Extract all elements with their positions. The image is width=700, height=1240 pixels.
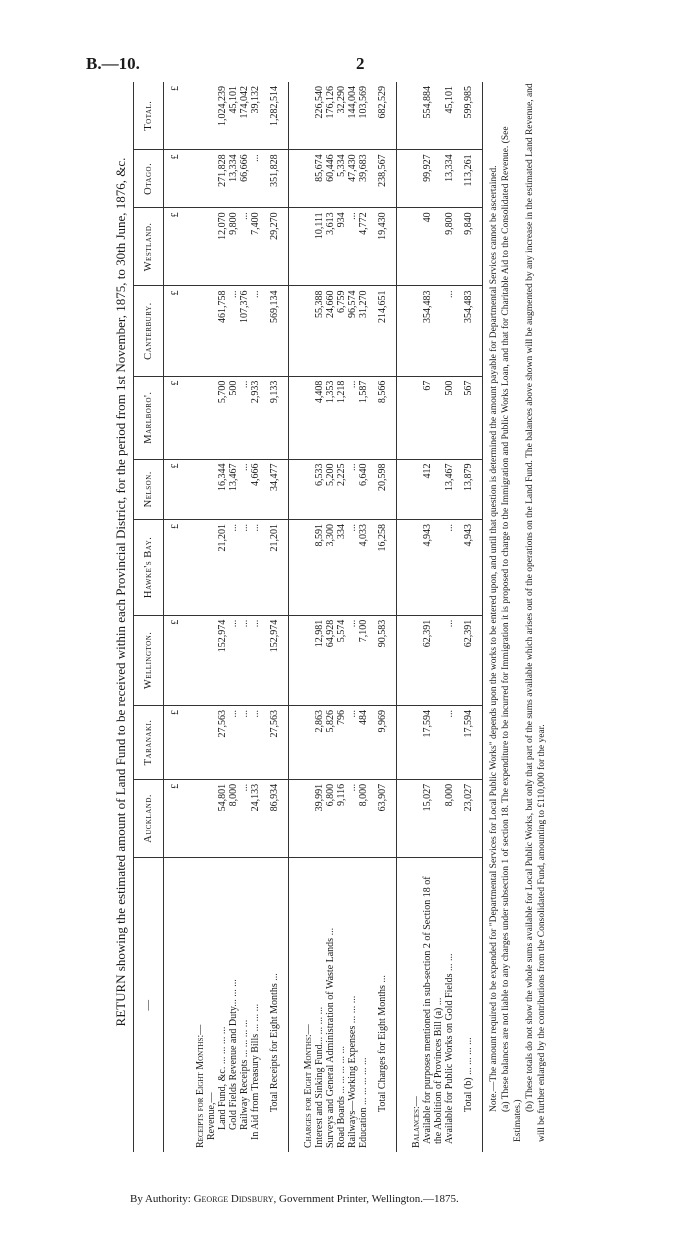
cell-value: 107,376 <box>239 286 250 376</box>
row-label: Total (b) ... ... ... ... <box>463 1037 474 1112</box>
cell-value: 8,000 <box>358 779 369 857</box>
cell-value: 40 <box>422 208 444 286</box>
cell-value: 85,674 <box>314 150 325 208</box>
cell-value: 17,594 <box>455 706 483 780</box>
label-column-header: — <box>134 858 164 1153</box>
cell-value <box>397 459 423 519</box>
cell-value <box>397 376 423 459</box>
cell-value <box>187 286 206 376</box>
cell-value: 8,000 <box>228 779 239 857</box>
cell-value: 10,111 <box>314 208 325 286</box>
cell-value <box>289 706 315 780</box>
cell-value: 7,100 <box>358 615 369 705</box>
cell-value: 17,594 <box>422 706 444 780</box>
note-main: Note.—The amount required to be expended for "Departmental Services for Local Public Works" depends upon the works to be entered upon, and until that question is determined the amount payable for Departmental Services cannot be ascertained. <box>489 165 499 1112</box>
cell-value <box>206 208 217 286</box>
cell-value: 271,828 <box>217 150 228 208</box>
cell-value: ... <box>444 519 455 615</box>
cell-value: 9,133 <box>261 376 289 459</box>
row-label: Railway Receipts ... ... ... ... <box>239 1019 250 1130</box>
cell-value: ... <box>228 706 239 780</box>
cell-value: £ <box>164 519 188 615</box>
note-a: (a) These balances are not liable to any charges under subsection 1 of section 18. The expenditure to be incurred for Immigration it is proposed to charge to the Immigration and Public Works Loan, and that for Charitable Aid to the Consolidated Revenue. (See Estimates.) <box>501 126 523 1142</box>
cell-value: 113,261 <box>455 150 483 208</box>
cell-value: £ <box>164 208 188 286</box>
cell-value: 500 <box>444 376 455 459</box>
currency-row <box>164 82 188 1152</box>
note-b: (b) These totals do not show the whole sums available for Local Public Works, but only that part of the sums available which arises out of the operations on the Land Fund. The balances above shown will be augmented by any increase in the estimated Land Revenue, and will be further enlarged by the contributions from the Consolidated Fund, amounting to £110,000 for the year. <box>525 83 547 1142</box>
cell-value: 7,400 <box>250 208 261 286</box>
cell-value: ... <box>228 519 239 615</box>
row-label: Land Fund, &c. ... ... ... ... <box>217 1026 228 1130</box>
cell-value <box>206 779 217 857</box>
cell-value: 21,201 <box>217 519 228 615</box>
cell-value: ... <box>250 519 261 615</box>
cell-value: 24,133 <box>250 779 261 857</box>
cell-value: 351,828 <box>261 150 289 208</box>
cell-value: 354,483 <box>455 286 483 376</box>
table-row <box>239 82 250 1152</box>
cell-value: 2,933 <box>250 376 261 459</box>
cell-value <box>289 208 315 286</box>
cell-value: 9,840 <box>455 208 483 286</box>
cell-value: £ <box>164 615 188 705</box>
cell-value: 63,907 <box>369 779 397 857</box>
cell-value: 45,101 <box>228 82 239 150</box>
cell-value: 1,353 <box>325 376 336 459</box>
cell-value: 1,024,239 <box>217 82 228 150</box>
table-row <box>314 82 325 1152</box>
column-header: Total. <box>134 82 164 150</box>
cell-value: ... <box>250 706 261 780</box>
cell-value: ... <box>250 615 261 705</box>
column-header: Canterbury. <box>134 286 164 376</box>
cell-value: 62,391 <box>455 615 483 705</box>
cell-value: ... <box>239 459 250 519</box>
cell-value: 6,640 <box>358 459 369 519</box>
row-label: Total Receipts for Eight Months ... <box>269 973 280 1112</box>
cell-value: 39,683 <box>358 150 369 208</box>
table-row <box>347 82 358 1152</box>
cell-value: 4,943 <box>422 519 444 615</box>
cell-value: 32,290 <box>336 82 347 150</box>
row-label: Receipts for Eight Months:— <box>195 1024 206 1148</box>
cell-value: ... <box>239 706 250 780</box>
row-label: Balances:— <box>397 858 423 1153</box>
cell-value: 6,533 <box>314 459 325 519</box>
cell-value: 3,613 <box>325 208 336 286</box>
cell-value: 13,334 <box>444 150 455 208</box>
page-reference: B.—10. <box>86 54 140 73</box>
cell-value: 5,826 <box>325 706 336 780</box>
cell-value: 334 <box>336 519 347 615</box>
footer-prefix: By Authority: <box>130 1193 191 1205</box>
cell-value: 45,101 <box>444 82 455 150</box>
cell-value: ... <box>347 376 358 459</box>
cell-value <box>187 779 206 857</box>
cell-value <box>397 615 423 705</box>
column-header: Nelson. <box>134 459 164 519</box>
cell-value <box>206 150 217 208</box>
cell-value: 24,660 <box>325 286 336 376</box>
cell-value: ... <box>444 286 455 376</box>
cell-value: 3,300 <box>325 519 336 615</box>
row-label: Interest and Sinking Fund... ... ... ... <box>314 1006 325 1148</box>
cell-value: 90,583 <box>369 615 397 705</box>
cell-value: 5,334 <box>336 150 347 208</box>
row-label: Revenue,— <box>206 1092 217 1140</box>
cell-value: 20,598 <box>369 459 397 519</box>
cell-value: 176,126 <box>325 82 336 150</box>
cell-value <box>187 376 206 459</box>
cell-value: 13,467 <box>228 459 239 519</box>
row-label <box>164 858 188 1153</box>
cell-value <box>187 706 206 780</box>
cell-value <box>289 615 315 705</box>
cell-value: 64,928 <box>325 615 336 705</box>
cell-value: 27,563 <box>261 706 289 780</box>
cell-value <box>206 706 217 780</box>
cell-value <box>397 779 423 857</box>
cell-value: £ <box>164 779 188 857</box>
cell-value <box>289 376 315 459</box>
cell-value: 27,563 <box>217 706 228 780</box>
cell-value: £ <box>164 459 188 519</box>
cell-value <box>187 82 206 150</box>
cell-value: 9,800 <box>228 208 239 286</box>
cell-value: 5,700 <box>217 376 228 459</box>
section-heading <box>289 82 315 1152</box>
cell-value: 354,483 <box>422 286 444 376</box>
cell-value: ... <box>239 208 250 286</box>
cell-value: 5,200 <box>325 459 336 519</box>
cell-value: 13,467 <box>444 459 455 519</box>
cell-value: 6,759 <box>336 286 347 376</box>
cell-value <box>187 459 206 519</box>
total-row <box>261 82 289 1152</box>
cell-value: 1,282,514 <box>261 82 289 150</box>
cell-value <box>289 779 315 857</box>
cell-value: 567 <box>455 376 483 459</box>
cell-value: 9,116 <box>336 779 347 857</box>
cell-value: ... <box>347 459 358 519</box>
table-row <box>444 82 455 1152</box>
cell-value: ... <box>347 208 358 286</box>
notes <box>488 82 548 1152</box>
cell-value: 226,540 <box>314 82 325 150</box>
cell-value: 103,569 <box>358 82 369 150</box>
subheading-row <box>206 82 217 1152</box>
cell-value: 99,927 <box>422 150 444 208</box>
cell-value: 12,070 <box>217 208 228 286</box>
cell-value: ... <box>228 286 239 376</box>
rotated-document <box>113 82 583 1152</box>
row-label: Charges for Eight Months:— <box>289 858 315 1153</box>
cell-value: ... <box>444 706 455 780</box>
row-label: Road Boards ... ... ... ... ... <box>336 1046 347 1148</box>
row-label: Surveys and General Administration of Waste Lands ... <box>325 927 336 1148</box>
cell-value: 34,477 <box>261 459 289 519</box>
cell-value <box>187 519 206 615</box>
cell-value: ... <box>239 376 250 459</box>
cell-value: ... <box>228 615 239 705</box>
cell-value: 500 <box>228 376 239 459</box>
cell-value: 1,218 <box>336 376 347 459</box>
column-header: Hawke's Bay. <box>134 519 164 615</box>
cell-value: 6,800 <box>325 779 336 857</box>
cell-value <box>397 706 423 780</box>
cell-value: 4,943 <box>455 519 483 615</box>
cell-value <box>397 286 423 376</box>
cell-value: 214,651 <box>369 286 397 376</box>
cell-value: 8,591 <box>314 519 325 615</box>
cell-value: ... <box>347 779 358 857</box>
cell-value <box>289 459 315 519</box>
column-header: Auckland. <box>134 779 164 857</box>
cell-value: £ <box>164 150 188 208</box>
cell-value <box>397 82 423 150</box>
cell-value: 2,225 <box>336 459 347 519</box>
cell-value: 12,981 <box>314 615 325 705</box>
cell-value: 13,334 <box>228 150 239 208</box>
cell-value: 152,974 <box>217 615 228 705</box>
cell-value <box>206 615 217 705</box>
cell-value <box>289 519 315 615</box>
cell-value: 13,879 <box>455 459 483 519</box>
cell-value: 66,666 <box>239 150 250 208</box>
cell-value: ... <box>444 615 455 705</box>
column-header: Wellington. <box>134 615 164 705</box>
column-header: Marlboro'. <box>134 376 164 459</box>
cell-value: 54,801 <box>217 779 228 857</box>
cell-value: 8,566 <box>369 376 397 459</box>
cell-value: 152,974 <box>261 615 289 705</box>
cell-value: 682,529 <box>369 82 397 150</box>
cell-value: 2,863 <box>314 706 325 780</box>
row-label: Available for purposes mentioned in sub-section 2 of Section 18 of the Abolition of Provinces Bill (a) ... <box>422 876 444 1144</box>
cell-value <box>187 615 206 705</box>
cell-value <box>397 150 423 208</box>
cell-value: 8,000 <box>444 779 455 857</box>
cell-value <box>397 519 423 615</box>
cell-value: 16,258 <box>369 519 397 615</box>
cell-value: 4,033 <box>358 519 369 615</box>
cell-value <box>206 459 217 519</box>
cell-value <box>206 519 217 615</box>
cell-value: 62,391 <box>422 615 444 705</box>
page-number: 2 <box>356 54 365 73</box>
cell-value: 1,587 <box>358 376 369 459</box>
row-label: In Aid from Treasury Bills ... ... ... <box>250 1003 261 1140</box>
cell-value: 484 <box>358 706 369 780</box>
row-label: Gold Fields Revenue and Duty... ... ... <box>228 979 239 1130</box>
cell-value: £ <box>164 376 188 459</box>
row-label: Education ... ... ... ... ... <box>358 1057 369 1148</box>
cell-value: ... <box>239 519 250 615</box>
cell-value <box>187 208 206 286</box>
table-row <box>358 82 369 1152</box>
cell-value: 21,201 <box>261 519 289 615</box>
cell-value <box>206 376 217 459</box>
row-label: Total Charges for Eight Months ... <box>377 975 388 1112</box>
cell-value: 39,132 <box>250 82 261 150</box>
cell-value <box>289 82 315 150</box>
footer-suffix: , Government Printer, Wellington.—1875. <box>273 1193 459 1205</box>
cell-value <box>206 82 217 150</box>
printer-footer <box>130 1193 459 1205</box>
table-row <box>336 82 347 1152</box>
row-label: Railways—Working Expenses ... ... ... <box>347 995 358 1148</box>
cell-value: 599,985 <box>455 82 483 150</box>
cell-value: 569,134 <box>261 286 289 376</box>
cell-value: 796 <box>336 706 347 780</box>
cell-value <box>206 286 217 376</box>
cell-value: 60,446 <box>325 150 336 208</box>
cell-value: 31,270 <box>358 286 369 376</box>
cell-value: 9,969 <box>369 706 397 780</box>
table-row <box>250 82 261 1152</box>
cell-value: 174,042 <box>239 82 250 150</box>
cell-value: £ <box>164 82 188 150</box>
cell-value: 934 <box>336 208 347 286</box>
cell-value: ... <box>347 615 358 705</box>
land-fund-table <box>133 82 483 1152</box>
cell-value: 412 <box>422 459 444 519</box>
column-header: Westland. <box>134 208 164 286</box>
cell-value <box>187 150 206 208</box>
cell-value: ... <box>250 150 261 208</box>
cell-value: £ <box>164 286 188 376</box>
cell-value: ... <box>250 286 261 376</box>
cell-value: 19,430 <box>369 208 397 286</box>
column-header: Taranaki. <box>134 706 164 780</box>
cell-value: 4,408 <box>314 376 325 459</box>
cell-value: 461,758 <box>217 286 228 376</box>
cell-value: 5,574 <box>336 615 347 705</box>
cell-value: 4,772 <box>358 208 369 286</box>
total-row <box>455 82 483 1152</box>
document-title: RETURN showing the estimated amount of Land Fund to be received within each Provincial District, for the period from 1st November, 1875, to 30th June, 1876, &c. <box>113 157 128 1027</box>
cell-value: 29,270 <box>261 208 289 286</box>
cell-value: 47,430 <box>347 150 358 208</box>
footer-printer-name: George Didsbury <box>193 1193 274 1205</box>
column-header-row <box>134 82 164 1152</box>
cell-value: 55,388 <box>314 286 325 376</box>
cell-value: 96,574 <box>347 286 358 376</box>
cell-value <box>289 150 315 208</box>
cell-value: 144,004 <box>347 82 358 150</box>
section-heading <box>187 82 206 1152</box>
table-row <box>228 82 239 1152</box>
cell-value: 23,027 <box>455 779 483 857</box>
cell-value: ... <box>347 519 358 615</box>
section-heading <box>397 82 423 1152</box>
column-header: Otago. <box>134 150 164 208</box>
cell-value: 67 <box>422 376 444 459</box>
cell-value: 15,027 <box>422 779 444 857</box>
cell-value: ... <box>347 706 358 780</box>
cell-value: 9,800 <box>444 208 455 286</box>
cell-value: ... <box>239 779 250 857</box>
table-row <box>325 82 336 1152</box>
cell-value: £ <box>164 706 188 780</box>
cell-value: 4,666 <box>250 459 261 519</box>
cell-value: 554,884 <box>422 82 444 150</box>
cell-value: 86,934 <box>261 779 289 857</box>
cell-value: 39,991 <box>314 779 325 857</box>
cell-value: 16,344 <box>217 459 228 519</box>
cell-value <box>289 286 315 376</box>
row-label: Available for Public Works on Gold Fields ... ... <box>444 953 455 1144</box>
cell-value: ... <box>239 615 250 705</box>
table-row <box>422 82 444 1152</box>
total-row <box>369 82 397 1152</box>
table-row <box>217 82 228 1152</box>
cell-value <box>397 208 423 286</box>
cell-value: 238,567 <box>369 150 397 208</box>
